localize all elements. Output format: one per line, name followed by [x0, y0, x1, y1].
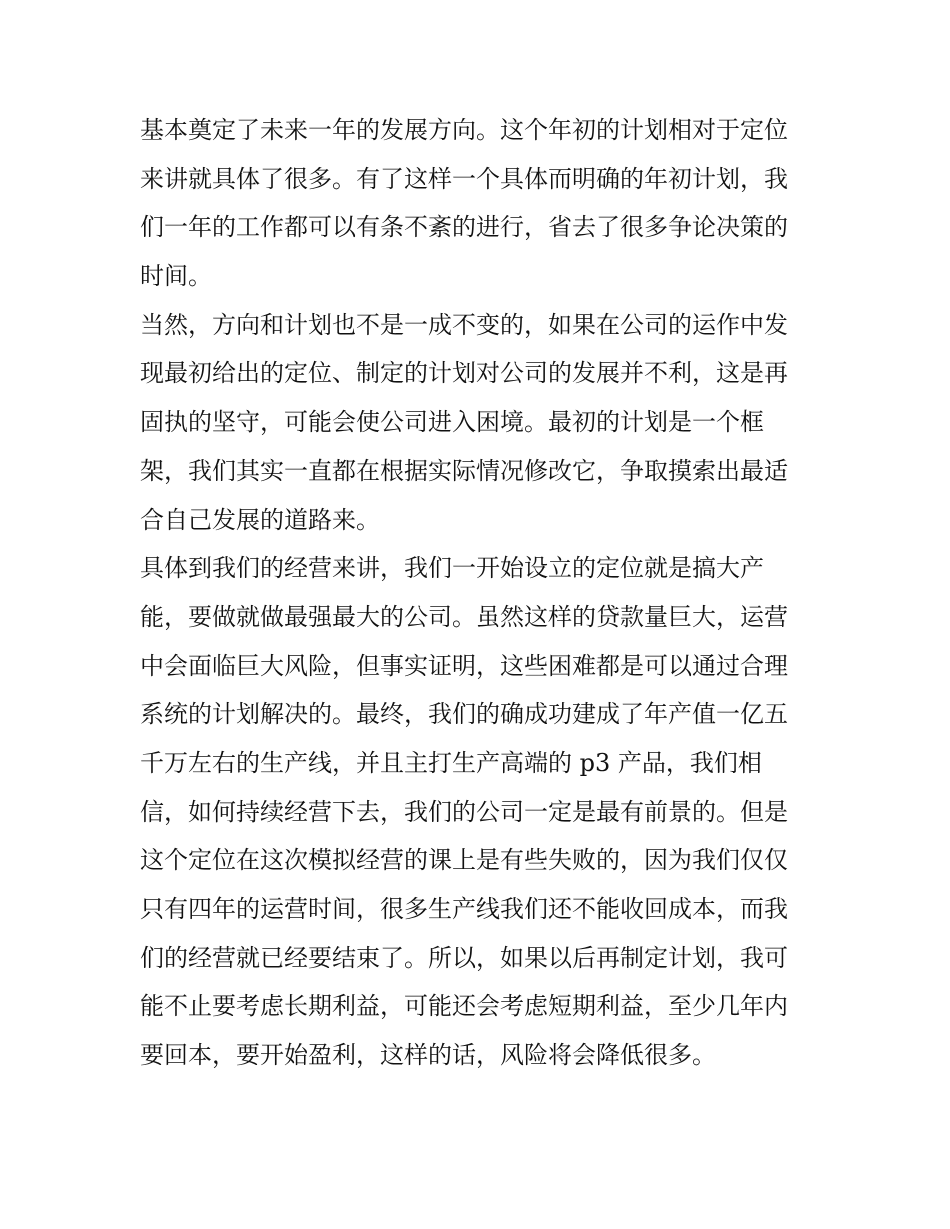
text-line: 基本奠定了未来一年的发展方向。这个年初的计划相对于定位	[140, 116, 788, 144]
text-line: 固执的坚守，可能会使公司进入困境。最初的计划是一个框	[140, 408, 764, 437]
text-line: 只有四年的运营时间，很多生产线我们还不能收回成本，而我	[140, 895, 788, 923]
text-line: 要回本，要开始盈利，这样的话，风险将会降低很多。	[140, 1041, 716, 1070]
text-line: 这个定位在这次模拟经营的课上是有些失败的，因为我们仅仅	[140, 846, 788, 875]
text-line: 中会面临巨大风险，但事实证明，这些困难都是可以通过合理	[140, 651, 788, 680]
text-line: 架，我们其实一直都在根据实际情况修改它，争取摸索出最适	[140, 456, 788, 485]
text-line: 来讲就具体了很多。有了这样一个具体而明确的年初计划，我	[140, 164, 788, 193]
text-line: 具体到我们的经营来讲，我们一开始设立的定位就是搞大产	[140, 554, 764, 583]
text-line: 现最初给出的定位、制定的计划对公司的发展并不利，这是再	[140, 359, 788, 388]
text-line: 当然，方向和计划也不是一成不变的，如果在公司的运作中发	[140, 310, 788, 339]
text-line: 信，如何持续经营下去，我们的公司一定是最有前景的。但是	[140, 797, 788, 826]
text-line: 时间。	[140, 262, 212, 291]
text-line: 千万左右的生产线，并且主打生产高端的 p3 产品，我们相	[140, 748, 762, 777]
document-body	[140, 106, 820, 1080]
text-line: 系统的计划解决的。最终，我们的确成功建成了年产值一亿五	[140, 700, 788, 729]
text-line: 能，要做就做最强最大的公司。虽然这样的贷款量巨大，运营	[140, 602, 788, 631]
text-line: 合自己发展的道路来。	[140, 505, 380, 534]
text-line: 们一年的工作都可以有条不紊的进行，省去了很多争论决策的	[140, 213, 788, 242]
text-line: 们的经营就已经要结束了。所以，如果以后再制定计划，我可	[140, 943, 788, 972]
text-line: 能不止要考虑长期利益，可能还会考虑短期利益，至少几年内	[140, 992, 788, 1021]
